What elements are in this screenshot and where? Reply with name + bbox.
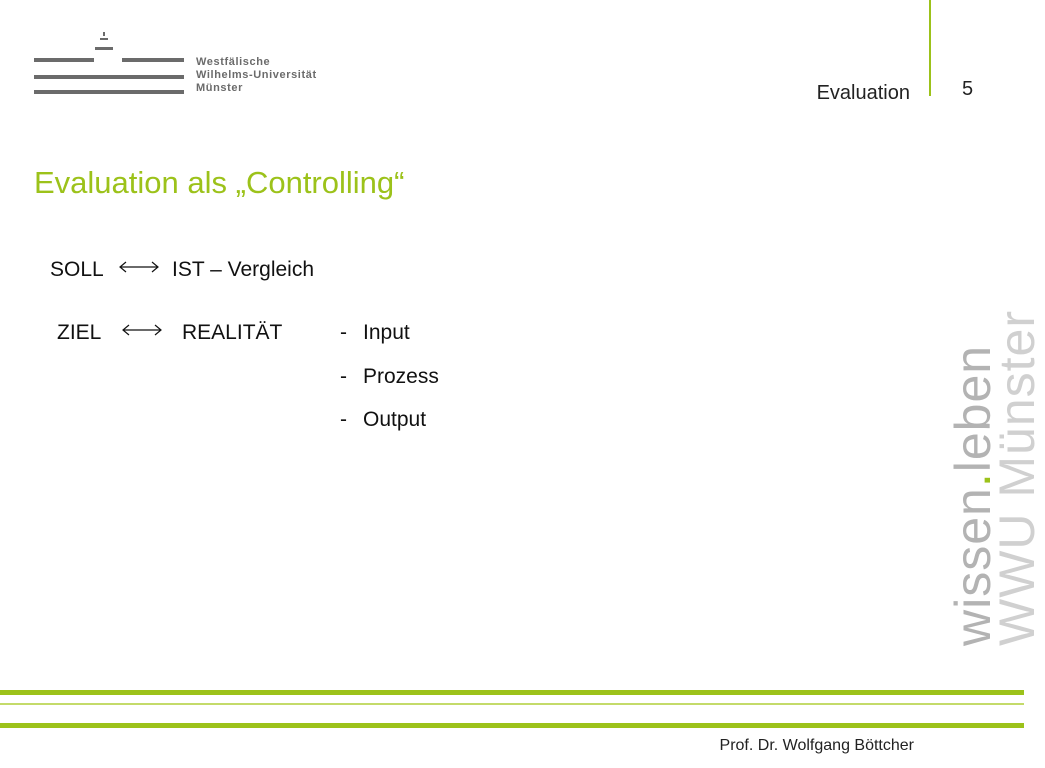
- page-number: 5: [962, 78, 974, 100]
- double-arrow-icon: [118, 260, 160, 274]
- footer-stripe: [0, 703, 1024, 705]
- bullet-item-prozess: Prozess: [363, 365, 439, 388]
- bullet-item-output: Output: [363, 408, 427, 431]
- university-line-2: Wilhelms-Universität: [196, 69, 317, 81]
- logo-mark-icon: [34, 30, 184, 100]
- wissen-leben-watermark: [945, 310, 1045, 646]
- watermark-wwu: WWU Münster: [989, 310, 1045, 646]
- header-divider: [929, 0, 931, 96]
- footer-author: Prof. Dr. Wolfgang Böttcher: [719, 737, 914, 754]
- footer-stripe: [0, 690, 1024, 695]
- double-arrow-icon: [121, 323, 163, 337]
- university-name: [196, 56, 317, 95]
- watermark-wissen: wissen: [945, 487, 1001, 646]
- watermark-leben: leben: [945, 344, 1001, 473]
- section-title: Evaluation: [816, 82, 910, 104]
- university-logo: [34, 30, 334, 100]
- university-line-1: Westfälische: [196, 56, 271, 68]
- row2-right: REALITÄT: [182, 321, 283, 344]
- bullet-marker: -: [340, 365, 347, 388]
- university-line-3: Münster: [196, 82, 243, 94]
- bullet-marker: -: [340, 321, 347, 344]
- bullet-item-input: Input: [363, 321, 410, 344]
- row1-left: SOLL: [50, 258, 104, 281]
- slide-title: Evaluation als „Controlling“: [34, 165, 405, 200]
- bullet-marker: -: [340, 408, 347, 431]
- row1-right: IST – Vergleich: [172, 258, 315, 281]
- footer-stripe: [0, 723, 1024, 728]
- row2-left: ZIEL: [57, 321, 102, 344]
- watermark-dot: .: [945, 472, 1001, 488]
